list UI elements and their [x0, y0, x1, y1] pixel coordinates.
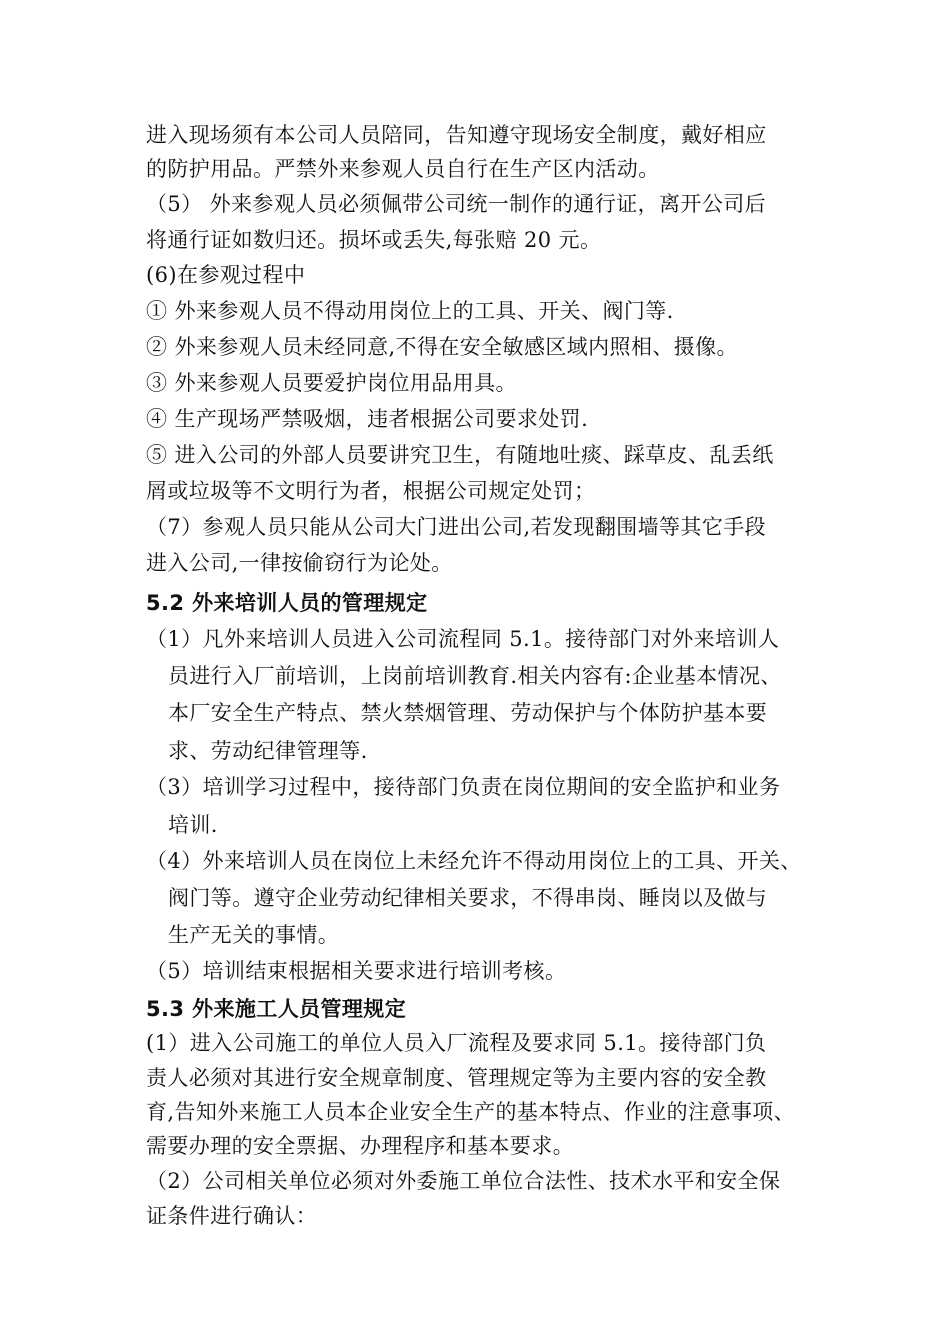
sub-item-2: ② 外来参观人员未经同意,不得在安全敏感区域内照相、摄像。 [146, 335, 738, 359]
list-item-7: （7）参观人员只能从公司大门进出公司,若发现翻围墙等其它手段 [146, 515, 767, 539]
sub-item-4: ④ 生产现场严禁吸烟，违者根据公司要求处罚. [146, 407, 589, 431]
section-heading-5-3: 5.3 外来施工人员管理规定 [146, 997, 407, 1021]
paragraph-line: 证条件进行确认： [146, 1204, 318, 1228]
paragraph-line: 责人必须对其进行安全规章制度、管理规定等为主要内容的安全教 [146, 1066, 767, 1090]
paragraph-line: 需要办理的安全票据、办理程序和基本要求。 [146, 1134, 574, 1158]
paragraph-line: 培训. [168, 813, 218, 837]
list-item-1: （1）凡外来培训人员进入公司流程同 5.1。接待部门对外来培训人 [146, 627, 780, 651]
list-item-1: (1）进入公司施工的单位人员入厂流程及要求同 5.1。接待部门负 [146, 1031, 767, 1055]
sub-item-5: ⑤ 进入公司的外部人员要讲究卫生，有随地吐痰、踩草皮、乱丢纸 [146, 443, 774, 467]
paragraph-line: 阀门等。遵守企业劳动纪律相关要求，不得串岗、睡岗以及做与 [168, 886, 768, 910]
paragraph-line: 进入公司,一律按偷窃行为论处。 [146, 551, 453, 575]
paragraph-line: 生产无关的事情。 [168, 923, 340, 947]
section-heading-5-2: 5.2 外来培训人员的管理规定 [146, 591, 428, 615]
sub-item-3: ③ 外来参观人员要爱护岗位用品用具。 [146, 371, 517, 395]
list-item-2: （2）公司相关单位必须对外委施工单位合法性、技术水平和安全保 [146, 1169, 781, 1193]
list-item-4: （4）外来培训人员在岗位上未经允许不得动用岗位上的工具、开关、 [146, 849, 802, 873]
paragraph-line: 求、劳动纪律管理等. [168, 739, 368, 763]
paragraph-line: 屑或垃圾等不文明行为者，根据公司规定处罚； [146, 479, 596, 503]
list-item-3: （3）培训学习过程中，接待部门负责在岗位期间的安全监护和业务 [146, 775, 781, 799]
paragraph-line: 将通行证如数归还。损坏或丢失,每张赔 20 元。 [146, 228, 602, 252]
list-item-5: （5） 外来参观人员必须佩带公司统一制作的通行证，离开公司后 [146, 192, 767, 216]
paragraph-line: 本厂安全生产特点、禁火禁烟管理、劳动保护与个体防护基本要 [168, 701, 768, 725]
list-item-6: (6)在参观过程中 [146, 263, 306, 287]
paragraph-line: 员进行入厂前培训，上岗前培训教育.相关内容有:企业基本情况、 [168, 664, 782, 688]
sub-item-1: ① 外来参观人员不得动用岗位上的工具、开关、阀门等. [146, 299, 674, 323]
paragraph-line: 进入现场须有本公司人员陪同，告知遵守现场安全制度，戴好相应 [146, 123, 767, 147]
paragraph-line: 育,告知外来施工人员本企业安全生产的基本特点、作业的注意事项、 [146, 1100, 796, 1124]
list-item-5: （5）培训结束根据相关要求进行培训考核。 [146, 959, 567, 983]
paragraph-line: 的防护用品。严禁外来参观人员自行在生产区内活动。 [146, 157, 660, 181]
